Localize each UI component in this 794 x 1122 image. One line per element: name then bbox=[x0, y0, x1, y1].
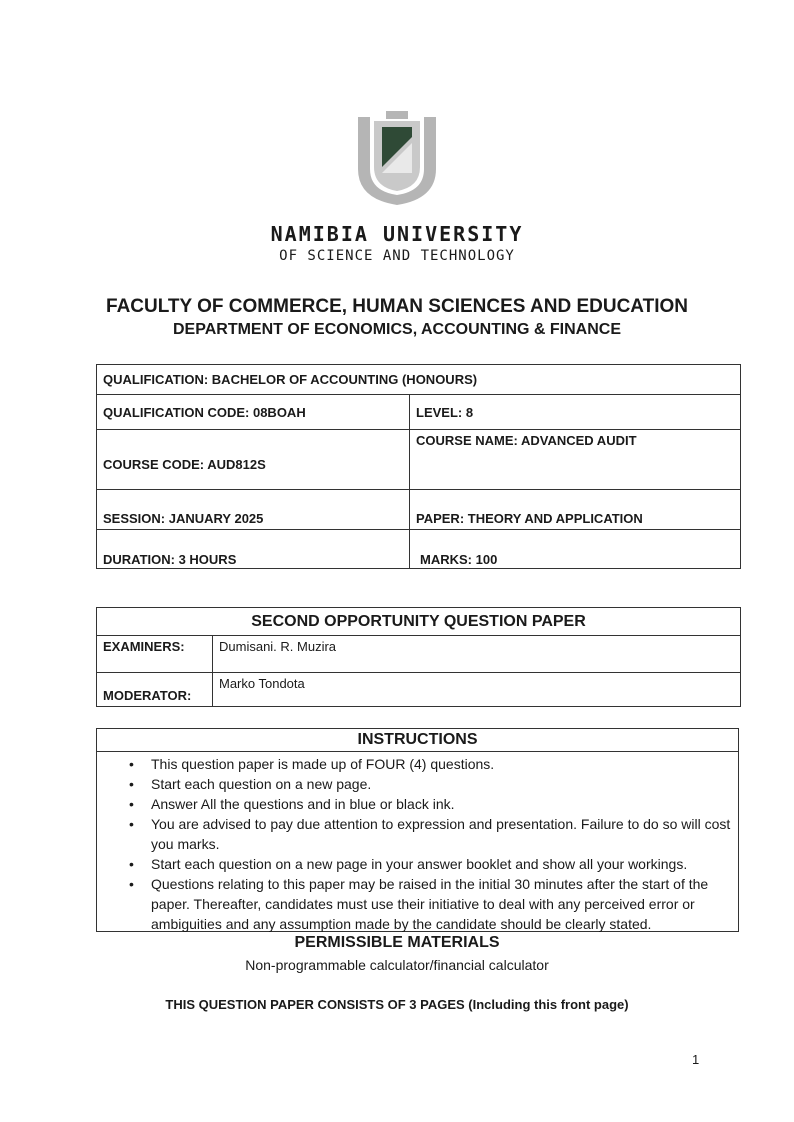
university-subtitle: OF SCIENCE AND TECHNOLOGY bbox=[279, 248, 515, 264]
course-name-cell: COURSE NAME: ADVANCED AUDIT bbox=[410, 430, 741, 490]
moderator-value: Marko Tondota bbox=[213, 673, 741, 707]
moderator-label: MODERATOR: bbox=[97, 673, 213, 707]
list-item: • Start each question on a new page in your answer booklet and show all your workings. bbox=[129, 856, 688, 872]
list-item: • Answer All the questions and in blue or black ink. bbox=[129, 796, 455, 812]
qualification-code-cell: QUALIFICATION CODE: 08BOAH bbox=[97, 395, 410, 430]
list-item: • Start each question on a new page. bbox=[129, 776, 372, 792]
permissible-title: PERMISSIBLE MATERIALS bbox=[294, 934, 500, 951]
page-number: 1 bbox=[692, 1052, 700, 1067]
course-code-cell: COURSE CODE: AUD812S bbox=[97, 430, 410, 490]
instructions-box bbox=[96, 728, 739, 932]
permissible-text: Non-programmable calculator/financial calculator bbox=[245, 957, 549, 973]
department-title: DEPARTMENT OF ECONOMICS, ACCOUNTING & FINANCE bbox=[173, 321, 621, 338]
examiners-value: Dumisani. R. Muzira bbox=[213, 636, 741, 673]
list-item: • This question paper is made up of FOUR (4) questions. bbox=[129, 756, 495, 772]
opportunity-title: SECOND OPPORTUNITY QUESTION PAPER bbox=[97, 608, 741, 636]
marks-cell: MARKS: 100 bbox=[410, 530, 741, 569]
instructions-list bbox=[97, 754, 738, 934]
qualification-table bbox=[96, 364, 741, 569]
qualification-cell: QUALIFICATION: BACHELOR OF ACCOUNTING (HONOURS) bbox=[97, 365, 741, 395]
page-count-note: THIS QUESTION PAPER CONSISTS OF 3 PAGES (Including this front page) bbox=[165, 997, 629, 1012]
bullet-icon: • bbox=[129, 856, 134, 872]
level-cell: LEVEL: 8 bbox=[410, 395, 741, 430]
paper-cell: PAPER: THEORY AND APPLICATION bbox=[410, 490, 741, 530]
opportunity-table bbox=[96, 607, 741, 707]
duration-cell: DURATION: 3 HOURS bbox=[97, 530, 410, 569]
faculty-title: FACULTY OF COMMERCE, HUMAN SCIENCES AND EDUCATION bbox=[106, 296, 688, 317]
list-item: • You are advised to pay due attention to expression and presentation. Failure to do so will cost you marks. bbox=[129, 816, 731, 852]
bullet-icon: • bbox=[129, 816, 134, 832]
session-cell: SESSION: JANUARY 2025 bbox=[97, 490, 410, 530]
list-item: • Questions relating to this paper may be raised in the initial 30 minutes after the start of the paper. Thereafter, candidates must use their initiative to deal with any perceived error or ambiguities and any assumption made by the candidate should be clearly stated. bbox=[129, 876, 709, 932]
examiners-label: EXAMINERS: bbox=[97, 636, 213, 673]
university-name: NAMIBIA UNIVERSITY bbox=[270, 222, 524, 246]
bullet-icon: • bbox=[129, 876, 134, 892]
bullet-icon: • bbox=[129, 776, 134, 792]
instructions-title: INSTRUCTIONS bbox=[97, 729, 738, 752]
bullet-icon: • bbox=[129, 756, 134, 772]
university-logo-icon bbox=[352, 107, 442, 207]
bullet-icon: • bbox=[129, 796, 134, 812]
